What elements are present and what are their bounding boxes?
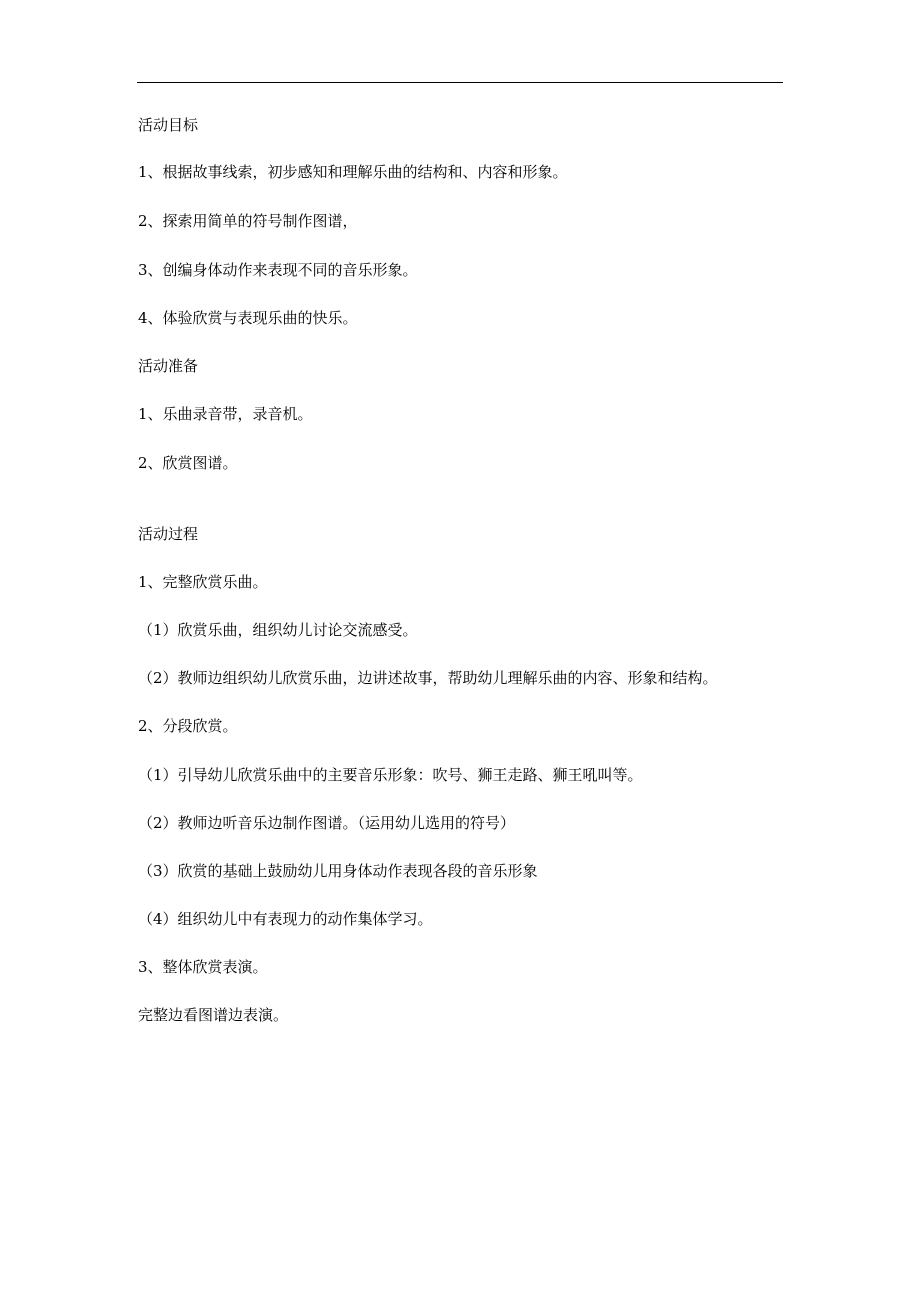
header-rule — [137, 82, 783, 83]
goal-item-3: 3、创编身体动作来表现不同的音乐形象。 — [138, 261, 418, 279]
goal-item-1: 1、根据故事线索，初步感知和理解乐曲的结构和、内容和形象。 — [138, 163, 568, 181]
process-step-3: 3、整体欣赏表演。 — [138, 958, 268, 976]
preparation-item-1: 1、乐曲录音带，录音机。 — [138, 405, 313, 423]
process-step-2-sub-1: （1）引导幼儿欣赏乐曲中的主要音乐形象：吹号、狮王走路、狮王吼叫等。 — [138, 766, 643, 784]
section-heading-process: 活动过程 — [138, 525, 199, 543]
process-step-2-sub-3: （3）欣赏的基础上鼓励幼儿用身体动作表现各段的音乐形象 — [138, 862, 538, 880]
process-step-2-sub-2: （2）教师边听音乐边制作图谱。（运用幼儿选用的符号） — [138, 814, 516, 832]
goal-item-2: 2、探索用简单的符号制作图谱， — [138, 212, 358, 230]
process-step-1-sub-2: （2）教师边组织幼儿欣赏乐曲，边讲述故事，帮助幼儿理解乐曲的内容、形象和结构。 — [138, 669, 718, 687]
process-step-2: 2、分段欣赏。 — [138, 717, 238, 735]
process-step-2-sub-4: （4）组织幼儿中有表现力的动作集体学习。 — [138, 910, 433, 928]
section-heading-goals: 活动目标 — [138, 116, 199, 134]
process-step-3-detail: 完整边看图谱边表演。 — [138, 1006, 289, 1024]
process-step-1-sub-1: （1）欣赏乐曲，组织幼儿讨论交流感受。 — [138, 621, 418, 639]
preparation-item-2: 2、欣赏图谱。 — [138, 454, 238, 472]
section-heading-preparation: 活动准备 — [138, 357, 199, 375]
process-step-1: 1、完整欣赏乐曲。 — [138, 573, 268, 591]
goal-item-4: 4、体验欣赏与表现乐曲的快乐。 — [138, 309, 358, 327]
